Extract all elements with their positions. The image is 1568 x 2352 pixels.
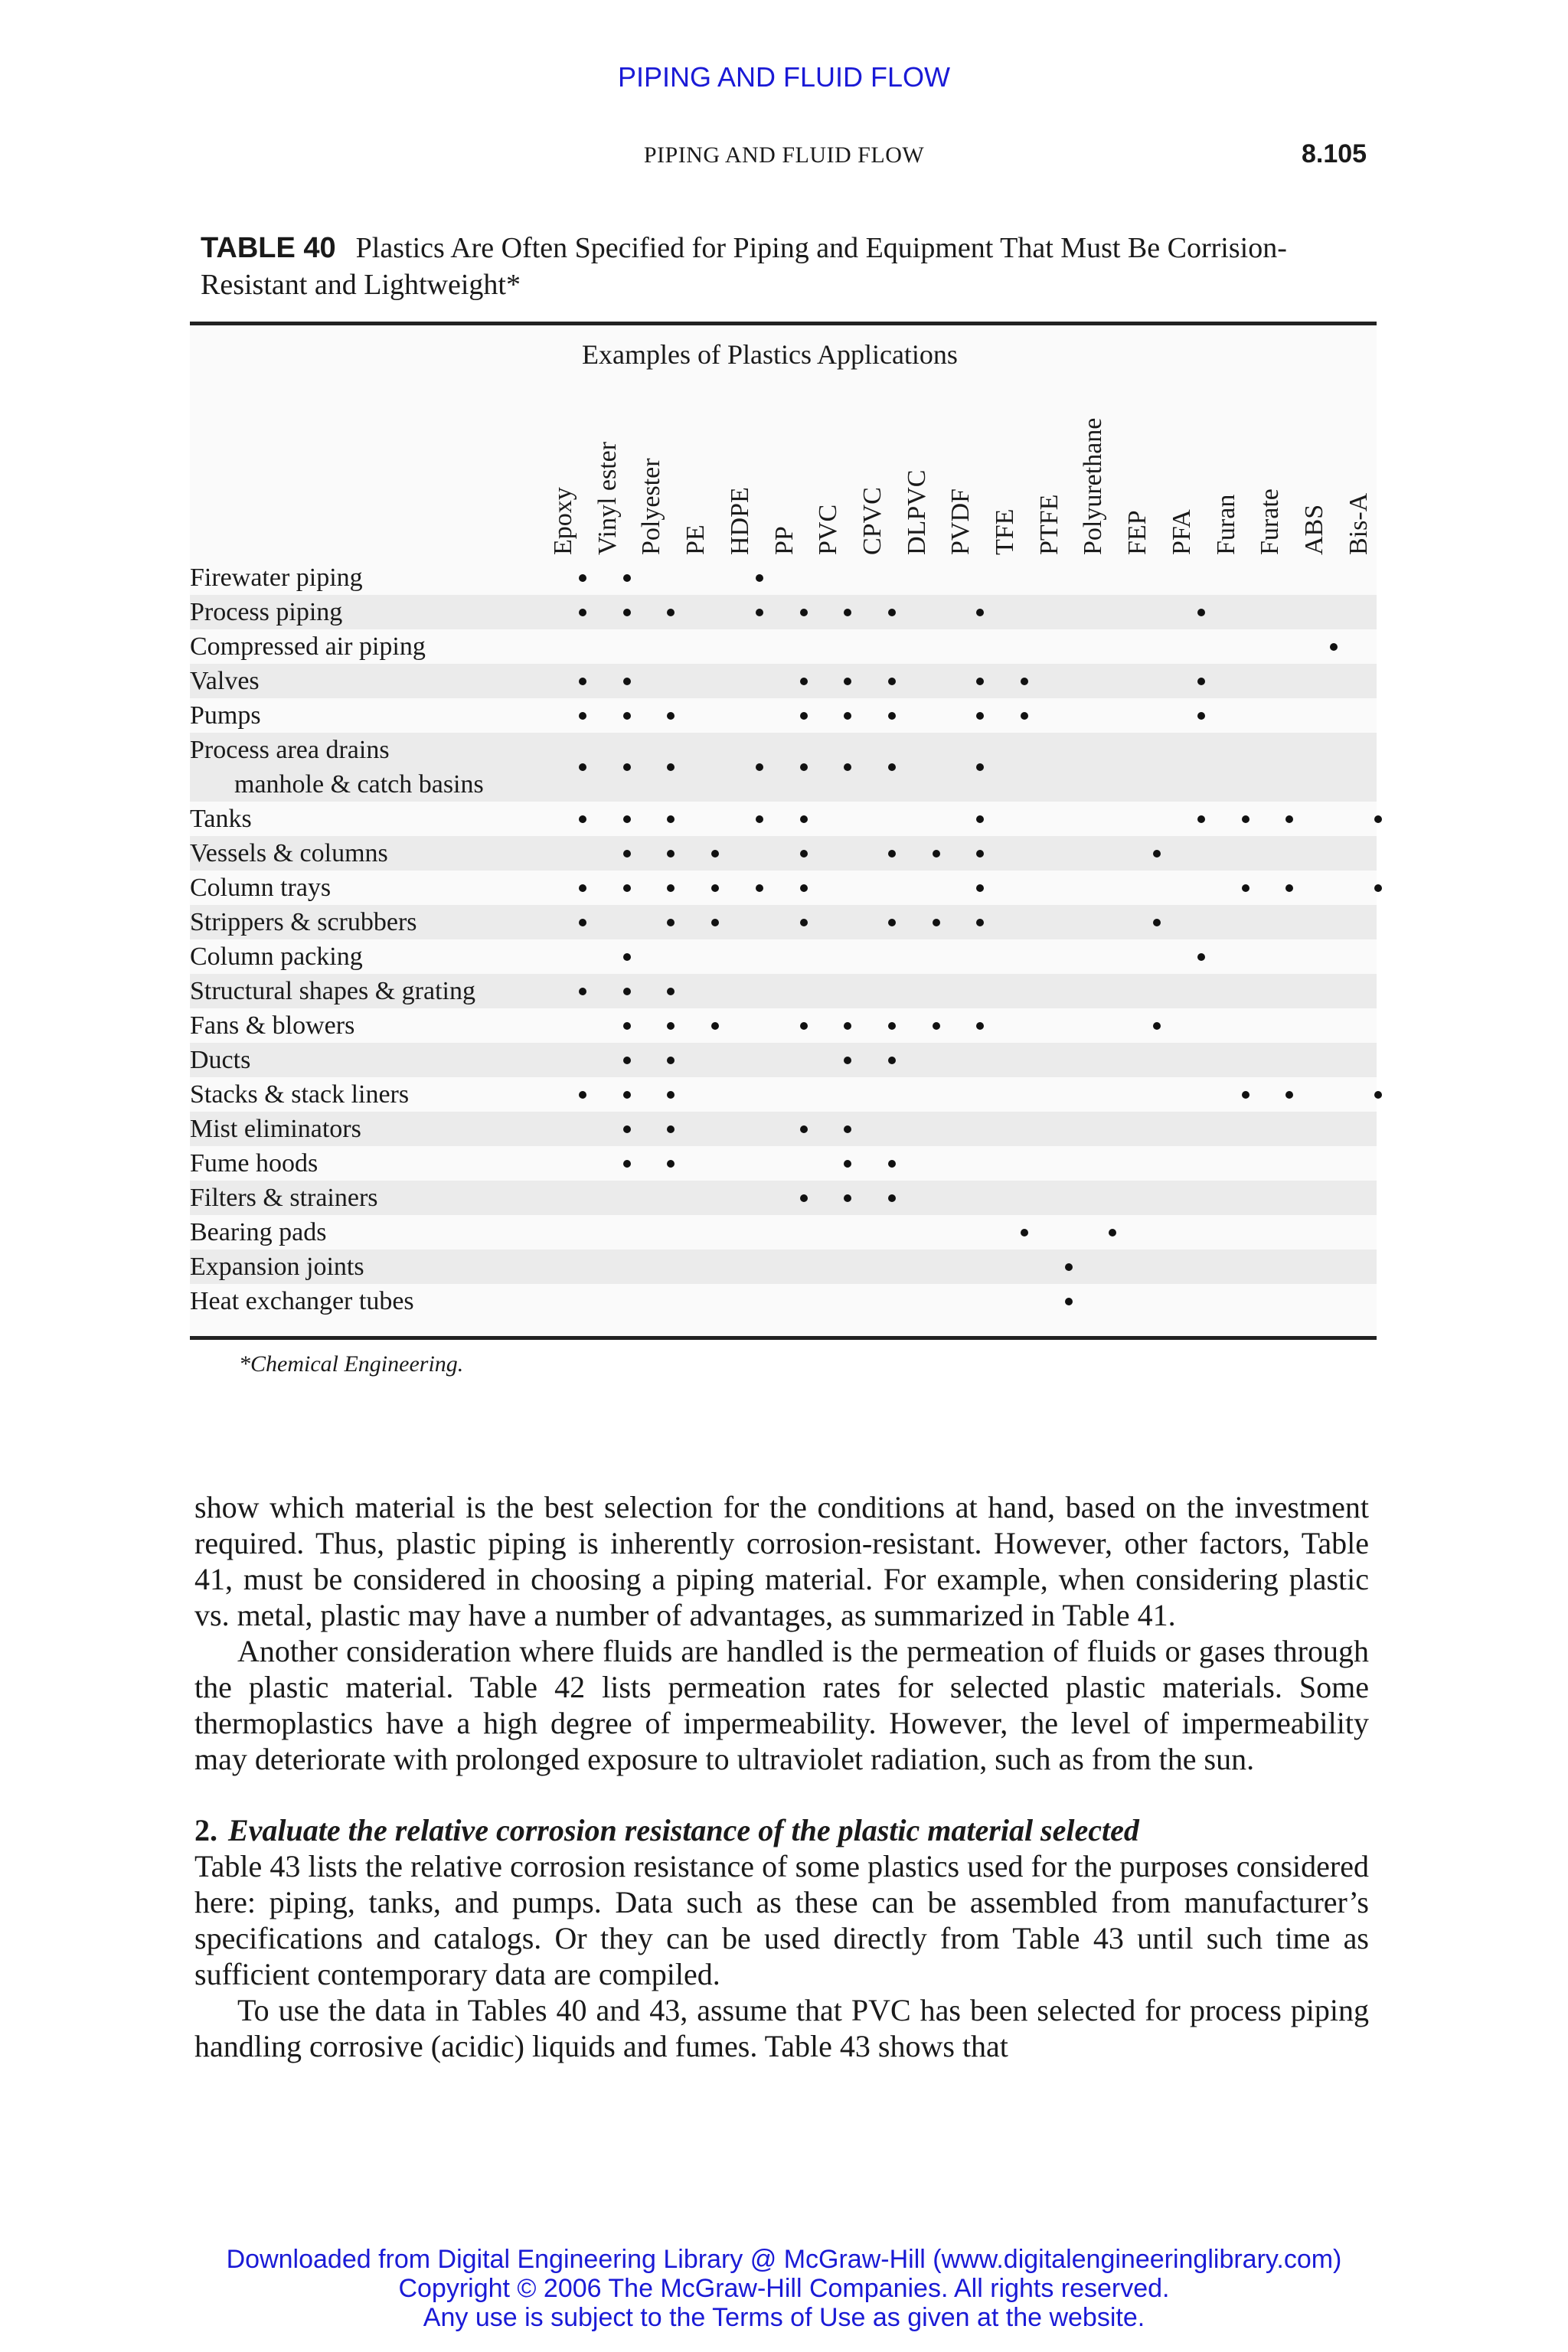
application-dot: [800, 1022, 808, 1030]
application-dot: [1285, 1091, 1293, 1099]
column-header: PFA: [1167, 509, 1196, 555]
application-dot: [800, 1194, 808, 1202]
application-dot: [1153, 850, 1161, 858]
application-dot: [579, 919, 586, 926]
application-dot: [623, 884, 631, 892]
paragraph: show which material is the best selection for the conditions at hand, based on the investment required. Thus, plastic piping is inherently corrosion-resistant. However, other factors, Table 41, must be considered in choosing a piping material. For example, when considering plastic vs. metal, plastic may have a number of advantages, as summarized in Table 41.: [194, 1490, 1369, 1632]
column-header: Bis-A: [1344, 492, 1373, 555]
table-row: [190, 1008, 1377, 1043]
row-label: Structural shapes & grating: [190, 977, 475, 1005]
section-number: 2.: [194, 1813, 217, 1847]
application-dot: [667, 712, 675, 720]
application-dot: [623, 1125, 631, 1133]
application-dot: [800, 763, 808, 771]
row-label: Compressed air piping: [190, 632, 426, 661]
application-dot: [844, 609, 851, 616]
application-dot: [623, 953, 631, 961]
applications-table: [190, 322, 1377, 1340]
application-dot: [667, 815, 675, 823]
application-dot: [1197, 815, 1205, 823]
column-header: Polyurethane: [1079, 417, 1108, 555]
body-text: [194, 1489, 1369, 2064]
application-dot: [800, 678, 808, 685]
application-dot: [888, 763, 896, 771]
application-dot: [1285, 884, 1293, 892]
footer-download-link[interactable]: Downloaded from Digital Engineering Library @ McGraw-Hill (www.digitalengineeringlibrary.com): [226, 2245, 1342, 2274]
application-dot: [1153, 919, 1161, 926]
row-label: Strippers & scrubbers: [190, 908, 417, 936]
row-label: Tanks: [190, 805, 252, 833]
row-label: Column trays: [190, 874, 332, 902]
application-dot: [888, 712, 896, 720]
table-row: [190, 1215, 1377, 1250]
application-dot: [800, 850, 808, 858]
application-dot: [888, 1160, 896, 1168]
application-dot: [756, 574, 763, 582]
application-dot: [1242, 1091, 1250, 1099]
row-label: Mist eliminators: [190, 1115, 361, 1143]
application-dot: [667, 609, 675, 616]
row-label: Filters & strainers: [190, 1184, 378, 1212]
application-dot: [1285, 815, 1293, 823]
row-label: Bearing pads: [190, 1218, 327, 1246]
application-dot: [976, 1022, 984, 1030]
column-header: FEP: [1123, 510, 1152, 555]
row-label: Stacks & stack liners: [190, 1080, 410, 1109]
application-dot: [623, 850, 631, 858]
application-dot: [976, 815, 984, 823]
table-row: [190, 1112, 1377, 1146]
application-dot: [1109, 1229, 1116, 1236]
row-label: Process piping: [190, 598, 343, 626]
header-link[interactable]: PIPING AND FLUID FLOW: [617, 61, 951, 93]
application-dot: [1021, 1229, 1028, 1236]
column-header: PE: [681, 524, 710, 555]
application-dot: [1242, 815, 1250, 823]
table-caption-text: Plastics Are Often Specified for Piping and Equipment That Must Be Corrision-Resistant and Lightweight*: [201, 232, 1287, 301]
application-dot: [579, 678, 586, 685]
application-dot: [933, 919, 940, 926]
application-dot: [623, 763, 631, 771]
application-dot: [711, 884, 719, 892]
column-header: Polyester: [637, 458, 666, 555]
application-dot: [667, 1057, 675, 1064]
application-dot: [844, 678, 851, 685]
column-header: Furate: [1256, 488, 1285, 555]
application-dot: [1374, 815, 1382, 823]
application-dot: [1065, 1298, 1073, 1305]
application-dot: [1197, 953, 1205, 961]
application-dot: [1197, 609, 1205, 616]
application-dot: [1065, 1263, 1073, 1271]
application-dot: [756, 884, 763, 892]
column-header: HDPE: [725, 487, 754, 555]
page-footer: [0, 2245, 1568, 2332]
application-dot: [1374, 1091, 1382, 1099]
application-dot: [1021, 678, 1028, 685]
application-dot: [756, 609, 763, 616]
table-footnote: *Chemical Engineering.: [239, 1351, 464, 1377]
application-dot: [800, 712, 808, 720]
column-header: Vinyl ester: [593, 441, 622, 555]
application-dot: [844, 712, 851, 720]
column-header: PVDF: [946, 488, 975, 555]
application-dot: [756, 763, 763, 771]
application-dot: [888, 1057, 896, 1064]
application-dot: [800, 884, 808, 892]
application-dot: [579, 988, 586, 995]
application-dot: [579, 712, 586, 720]
application-dot: [623, 988, 631, 995]
application-dot: [844, 1194, 851, 1202]
application-dot: [844, 1125, 851, 1133]
application-dot: [844, 1160, 851, 1168]
application-dot: [888, 919, 896, 926]
application-dot: [579, 884, 586, 892]
application-dot: [888, 1022, 896, 1030]
application-dot: [579, 609, 586, 616]
application-dot: [623, 712, 631, 720]
application-dot: [976, 850, 984, 858]
application-dot: [623, 1160, 631, 1168]
application-dot: [667, 988, 675, 995]
application-dot: [844, 1022, 851, 1030]
row-label: Fans & blowers: [190, 1011, 355, 1040]
application-dot: [1330, 643, 1338, 651]
column-header: Furan: [1211, 494, 1240, 555]
row-label: Vessels & columns: [190, 839, 388, 867]
table-row: [190, 560, 1377, 595]
application-dot: [667, 850, 675, 858]
footer-copyright[interactable]: Copyright © 2006 The McGraw-Hill Companies. All rights reserved.: [398, 2274, 1170, 2303]
column-header: ABS: [1299, 504, 1328, 555]
column-header: DLPVC: [902, 469, 931, 555]
paragraph: Table 43 lists the relative corrosion resistance of some plastics used for the purposes considered here: piping, tanks, and pumps. Data such as these can be assembled from manufacturer’s specifications and catalogs. Or they can be used directly from Table 43 until such time as sufficient contemporary data are compiled.: [194, 1849, 1369, 1991]
application-dot: [667, 1160, 675, 1168]
application-dot: [976, 919, 984, 926]
running-head: PIPING AND FLUID FLOW: [643, 142, 925, 168]
application-dot: [756, 815, 763, 823]
page-number: 8.105: [1302, 139, 1367, 168]
application-dot: [1374, 884, 1382, 892]
column-header: Epoxy: [549, 487, 577, 555]
paragraph: To use the data in Tables 40 and 43, assume that PVC has been selected for process piping handling corrosive (acidic) liquids and fumes. Table 43 shows that: [194, 1993, 1369, 2063]
column-header: CPVC: [858, 487, 887, 555]
row-label: Heat exchanger tubes: [190, 1287, 414, 1315]
table-top-rule: [190, 322, 1377, 325]
application-dot: [1021, 712, 1028, 720]
application-dot: [579, 574, 586, 582]
application-dot: [579, 1091, 586, 1099]
row-label: Expansion joints: [190, 1253, 364, 1281]
application-dot: [888, 678, 896, 685]
column-header: PTFE: [1034, 494, 1063, 555]
application-dot: [623, 609, 631, 616]
application-dot: [711, 850, 719, 858]
table-caption: [201, 230, 1349, 303]
table-row: [190, 1250, 1377, 1284]
application-dot: [933, 1022, 940, 1030]
application-dot: [976, 712, 984, 720]
row-label: Column packing: [190, 942, 363, 971]
application-dot: [579, 815, 586, 823]
application-dot: [667, 884, 675, 892]
row-label: Fume hoods: [190, 1149, 318, 1178]
application-dot: [888, 850, 896, 858]
application-dot: [623, 574, 631, 582]
application-dot: [976, 609, 984, 616]
application-dot: [623, 1022, 631, 1030]
paragraph: Another consideration where fluids are handled is the permeation of fluids or gases through the plastic material. Table 42 lists permeation rates for selected plastic materials. Some thermoplastics have a high degree of impermeability. However, the level of impermeability may deteriorate with prolonged exposure to ultraviolet radiation, such as from the sun.: [194, 1634, 1369, 1776]
table-label: TABLE 40: [201, 232, 336, 264]
table-bottom-rule: [190, 1336, 1377, 1340]
application-dot: [976, 678, 984, 685]
footer-terms[interactable]: Any use is subject to the Terms of Use as given at the website.: [423, 2303, 1145, 2332]
application-dot: [888, 609, 896, 616]
row-label: Process area drains: [190, 736, 390, 764]
row-label: Valves: [190, 667, 260, 695]
column-header: TFE: [991, 508, 1019, 555]
table-row: [190, 1146, 1377, 1181]
application-dot: [667, 1022, 675, 1030]
application-dot: [579, 763, 586, 771]
section-heading: [194, 1812, 1369, 1848]
application-dot: [800, 919, 808, 926]
row-label: manhole & catch basins: [234, 770, 484, 799]
row-label: Firewater piping: [190, 564, 363, 592]
application-dot: [976, 884, 984, 892]
application-dot: [1153, 1022, 1161, 1030]
application-dot: [667, 1125, 675, 1133]
section-title: Evaluate the relative corrosion resistance of the plastic material selected: [228, 1813, 1139, 1847]
application-dot: [933, 850, 940, 858]
row-label: Ducts: [190, 1046, 251, 1074]
application-dot: [667, 1091, 675, 1099]
application-dot: [623, 815, 631, 823]
table-row: [190, 871, 1377, 905]
application-dot: [1242, 884, 1250, 892]
application-dot: [844, 1057, 851, 1064]
table-row: [190, 1043, 1377, 1077]
application-dot: [711, 919, 719, 926]
column-header: PVC: [814, 504, 843, 555]
application-dot: [800, 1125, 808, 1133]
application-dot: [623, 678, 631, 685]
column-group-heading: Examples of Plastics Applications: [582, 339, 958, 370]
application-dot: [800, 609, 808, 616]
application-dot: [623, 1091, 631, 1099]
application-dot: [888, 1194, 896, 1202]
application-dot: [800, 815, 808, 823]
application-dot: [623, 1057, 631, 1064]
application-dot: [1197, 678, 1205, 685]
row-label: Pumps: [190, 701, 261, 730]
application-dot: [711, 1022, 719, 1030]
column-header: PP: [769, 526, 799, 555]
application-dot: [667, 919, 675, 926]
application-dot: [1197, 712, 1205, 720]
